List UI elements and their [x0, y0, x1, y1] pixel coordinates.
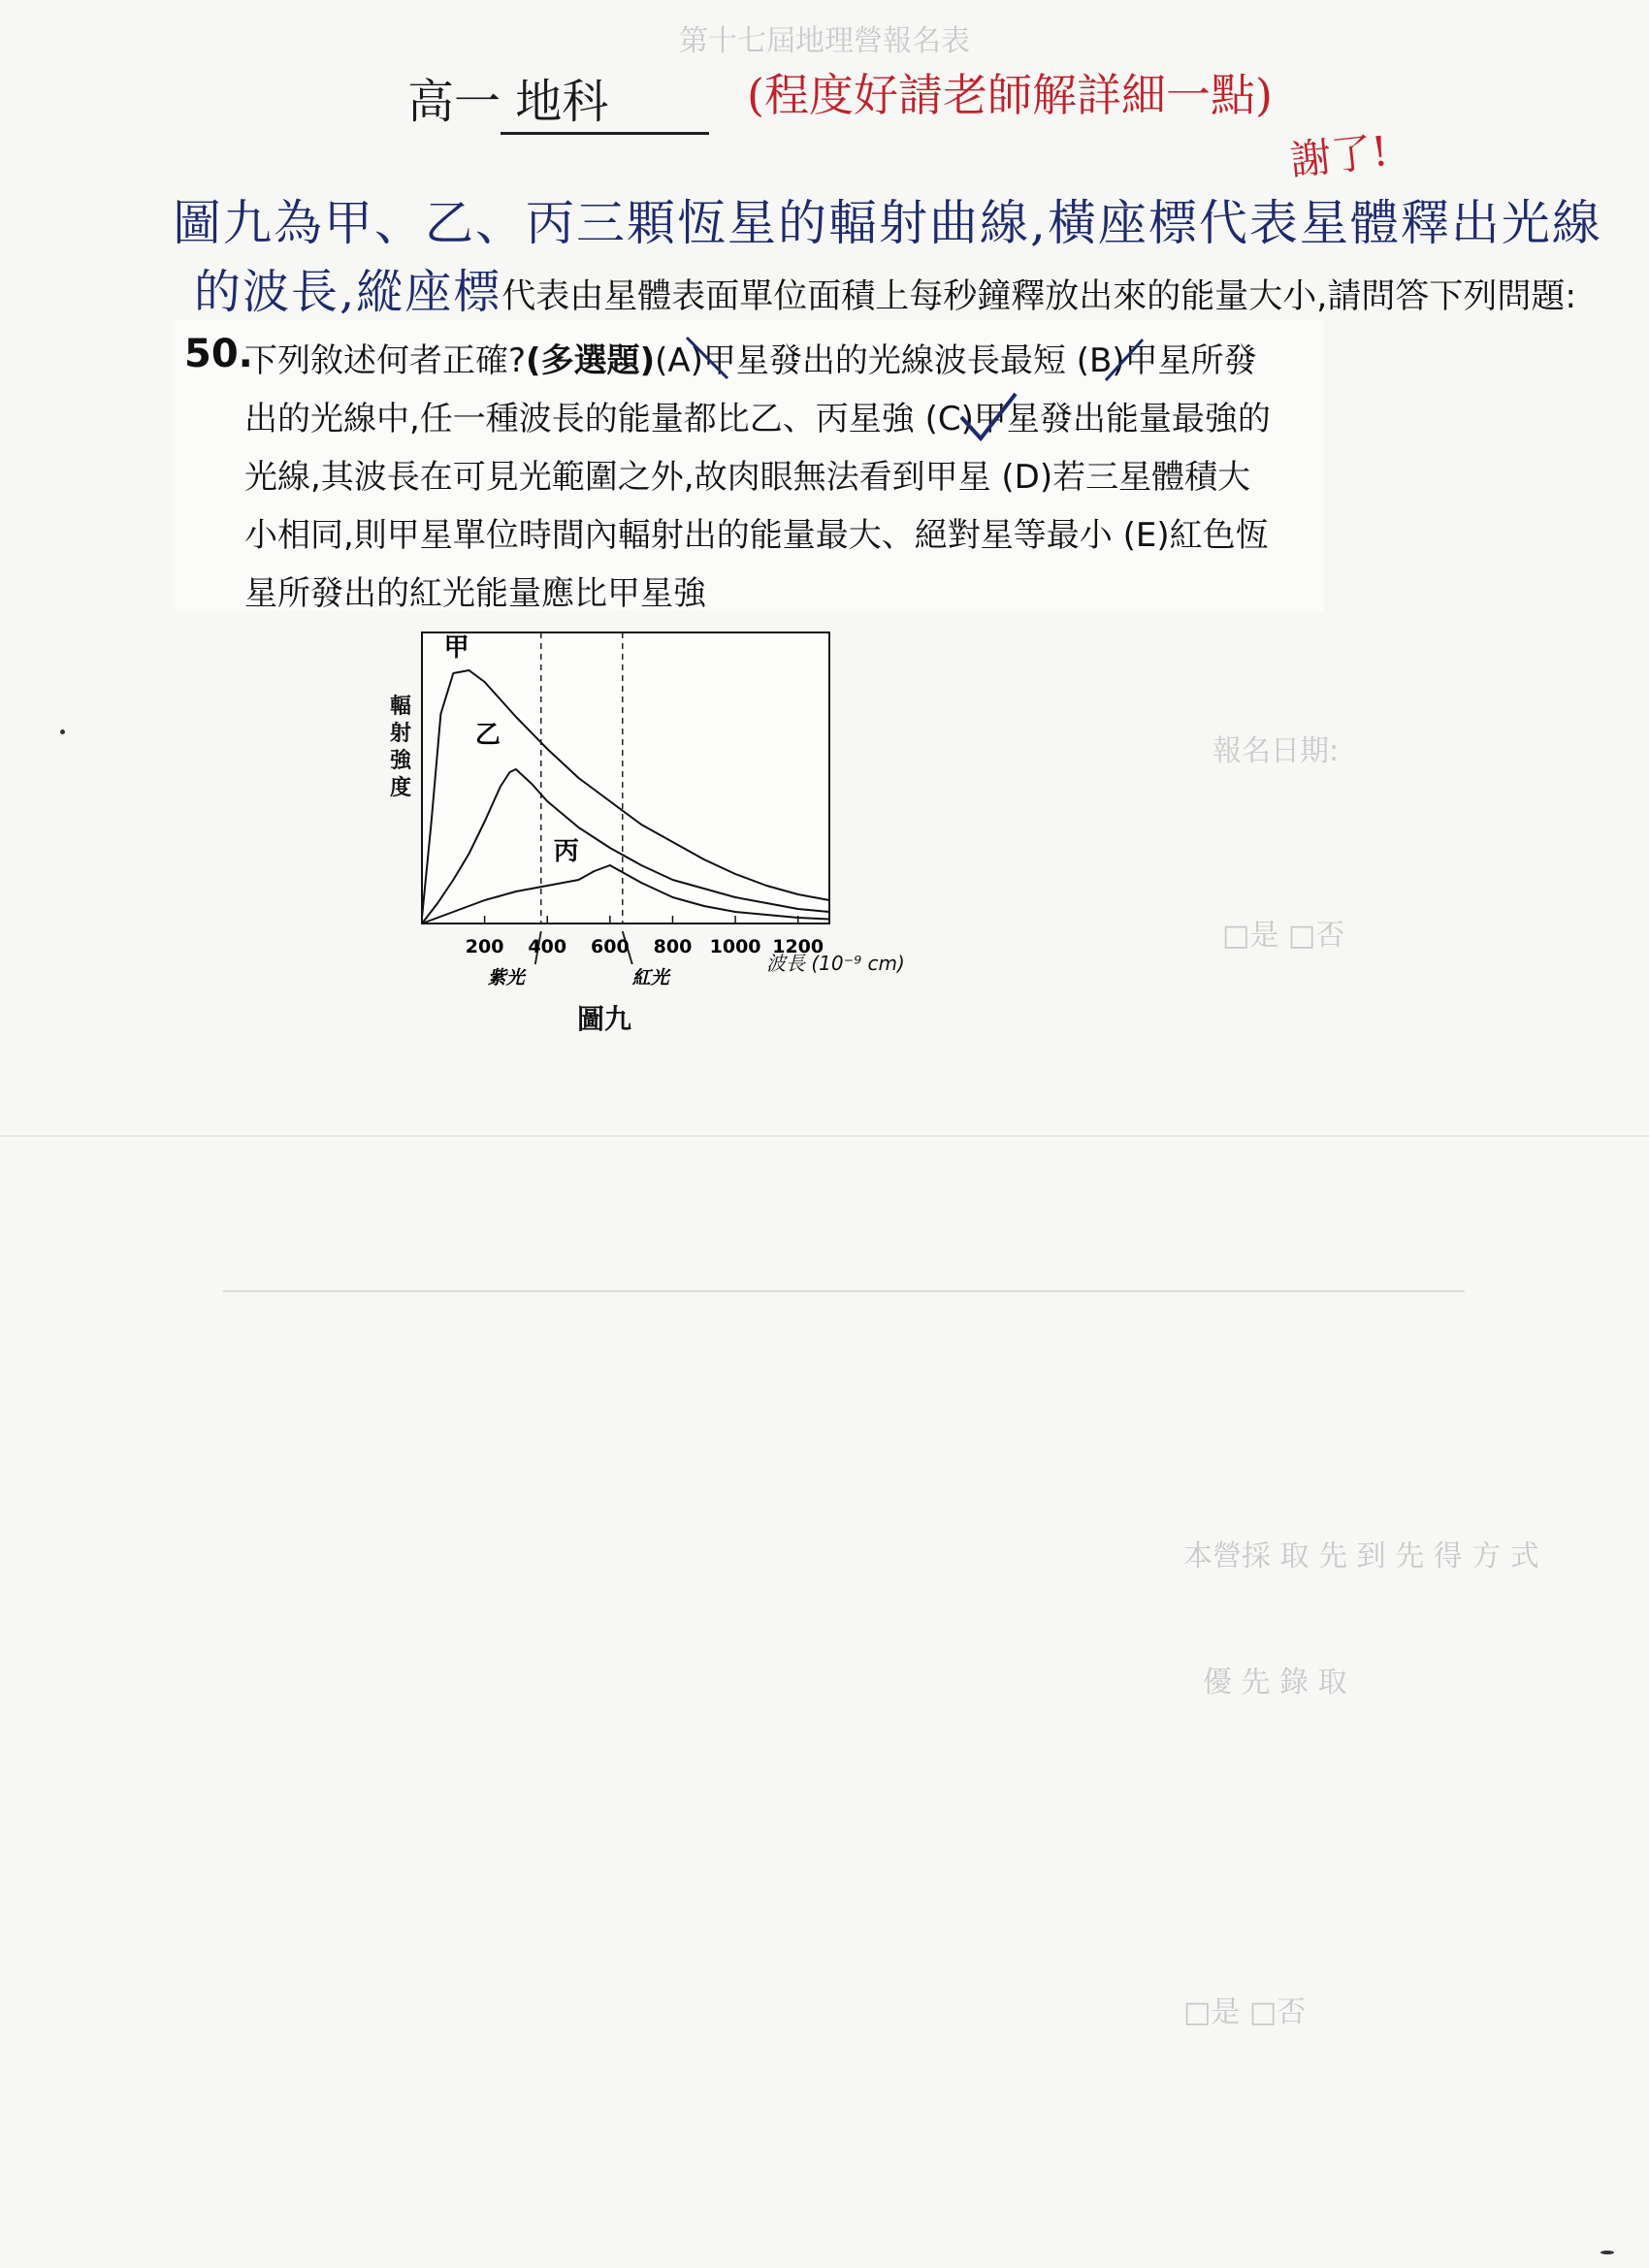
intro-line-1: 圖九為甲、乙、丙三顆恆星的輻射曲線,橫座標代表星體釋出光線 [173, 195, 1602, 251]
visible-boundary-label: 紅光 [631, 967, 669, 988]
intro-line-2-printed: 代表由星體表面單位面積上每秒鐘釋放出來的能量大小,請問答下列問題: [501, 277, 1577, 316]
x-tick-label: 200 [465, 936, 504, 957]
stray-dot [60, 729, 65, 734]
pen-slash-option-a [679, 330, 737, 388]
question-line-3: 光線,其波長在可見光範圍之外,故肉眼無法看到甲星 (D)若三星體積大 [244, 458, 1251, 497]
x-tick-label: 1200 [772, 936, 824, 957]
intro-line-2 [194, 254, 1576, 321]
question-line-1: 下列敘述何者正確?(多選題)(A)甲星發出的光線波長最短 (B)甲星所發 [244, 341, 1257, 380]
pen-slash-option-b [1096, 330, 1154, 388]
intro-line-2-handwritten: 的波長,縱座標 [194, 265, 502, 319]
series-label: 甲 [443, 633, 469, 663]
thanks-note: 謝了! [1287, 126, 1391, 185]
series-label: 丙 [553, 837, 579, 866]
subject-underline [501, 132, 709, 135]
radiation-curve-chart [369, 621, 912, 1048]
plot-frame [422, 632, 829, 923]
x-tick-label: 600 [591, 936, 630, 957]
question-line-2: 出的光線中,任一種波長的能量都比乙、丙星強 (C)甲星發出能量最強的 [244, 400, 1271, 438]
series-label: 乙 [474, 721, 501, 750]
subject-label: 高一 地科 [407, 64, 608, 131]
question-line-5: 星所發出的紅光能量應比甲星強 [244, 574, 706, 613]
x-tick-label: 400 [528, 936, 567, 957]
pen-check-option-c [955, 388, 1023, 446]
stray-dot [1600, 2251, 1614, 2254]
x-tick-label: 1000 [709, 936, 761, 957]
y-axis-label: 輻射強度 [390, 695, 412, 800]
visible-boundary-label: 紫光 [487, 967, 525, 988]
question-line-4: 小相同,則甲星單位時間內輻射出的能量最大、絕對星等最小 (E)紅色恆 [244, 516, 1269, 555]
x-tick-label: 800 [653, 936, 693, 957]
question-number: 50. [184, 332, 253, 376]
chart-title: 圖九 [577, 1003, 632, 1035]
request-note: (程度好請老師解詳細一點) [747, 69, 1273, 121]
x-axis-label: 波長 (10⁻⁹ cm) [766, 952, 905, 975]
